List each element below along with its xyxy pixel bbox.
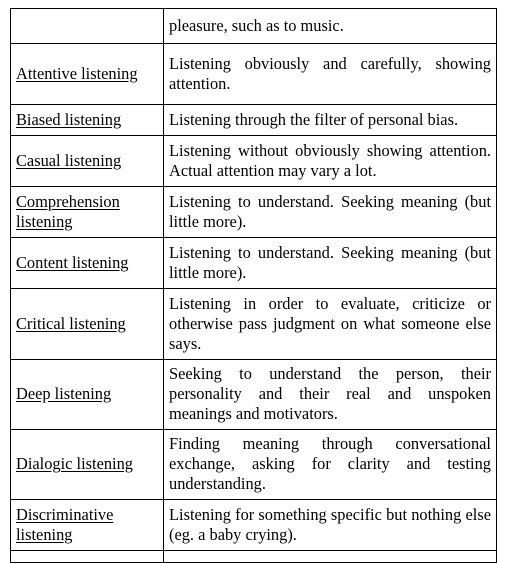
- table-row: [11, 44, 497, 105]
- definition-cell: Listening for something specific but nothing else (eg. a baby crying).: [164, 500, 497, 551]
- table-row: [11, 360, 497, 430]
- term-cell: Biased listening: [11, 105, 164, 136]
- definition-cell: Listening without obviously showing attention. Actual attention may vary a lot.: [164, 136, 497, 187]
- table-row: [11, 136, 497, 187]
- term-cell: Content listening: [11, 238, 164, 289]
- table-row: [11, 9, 497, 44]
- listening-types-table: [10, 8, 497, 563]
- definition-cell: Listening to understand. Seeking meaning (but little more).: [164, 238, 497, 289]
- table-row: [11, 187, 497, 238]
- term-cell: [11, 9, 164, 44]
- term-cell: Deep listening: [11, 360, 164, 430]
- term-cell: Comprehension listening: [11, 187, 164, 238]
- term-cell: [11, 551, 164, 563]
- table-row: [11, 238, 497, 289]
- term-cell: Critical listening: [11, 289, 164, 360]
- term-cell: Casual listening: [11, 136, 164, 187]
- term-cell: Discriminative listening: [11, 500, 164, 551]
- definition-cell: Finding meaning through conversational exchange, asking for clarity and testing understanding.: [164, 430, 497, 500]
- definition-cell: pleasure, such as to music.: [164, 9, 497, 44]
- definition-cell: [164, 551, 497, 563]
- table-row: [11, 430, 497, 500]
- definition-cell: Listening in order to evaluate, criticize or otherwise pass judgment on what someone else says.: [164, 289, 497, 360]
- table-row: [11, 500, 497, 551]
- definition-cell: Listening obviously and carefully, showing attention.: [164, 44, 497, 105]
- table-row: [11, 105, 497, 136]
- definition-cell: Listening through the filter of personal bias.: [164, 105, 497, 136]
- term-cell: Dialogic listening: [11, 430, 164, 500]
- table-row: [11, 551, 497, 563]
- definition-cell: Seeking to understand the person, their personality and their real and unspoken meanings and motivators.: [164, 360, 497, 430]
- table-row: [11, 289, 497, 360]
- definition-cell: Listening to understand. Seeking meaning (but little more).: [164, 187, 497, 238]
- term-cell: Attentive listening: [11, 44, 164, 105]
